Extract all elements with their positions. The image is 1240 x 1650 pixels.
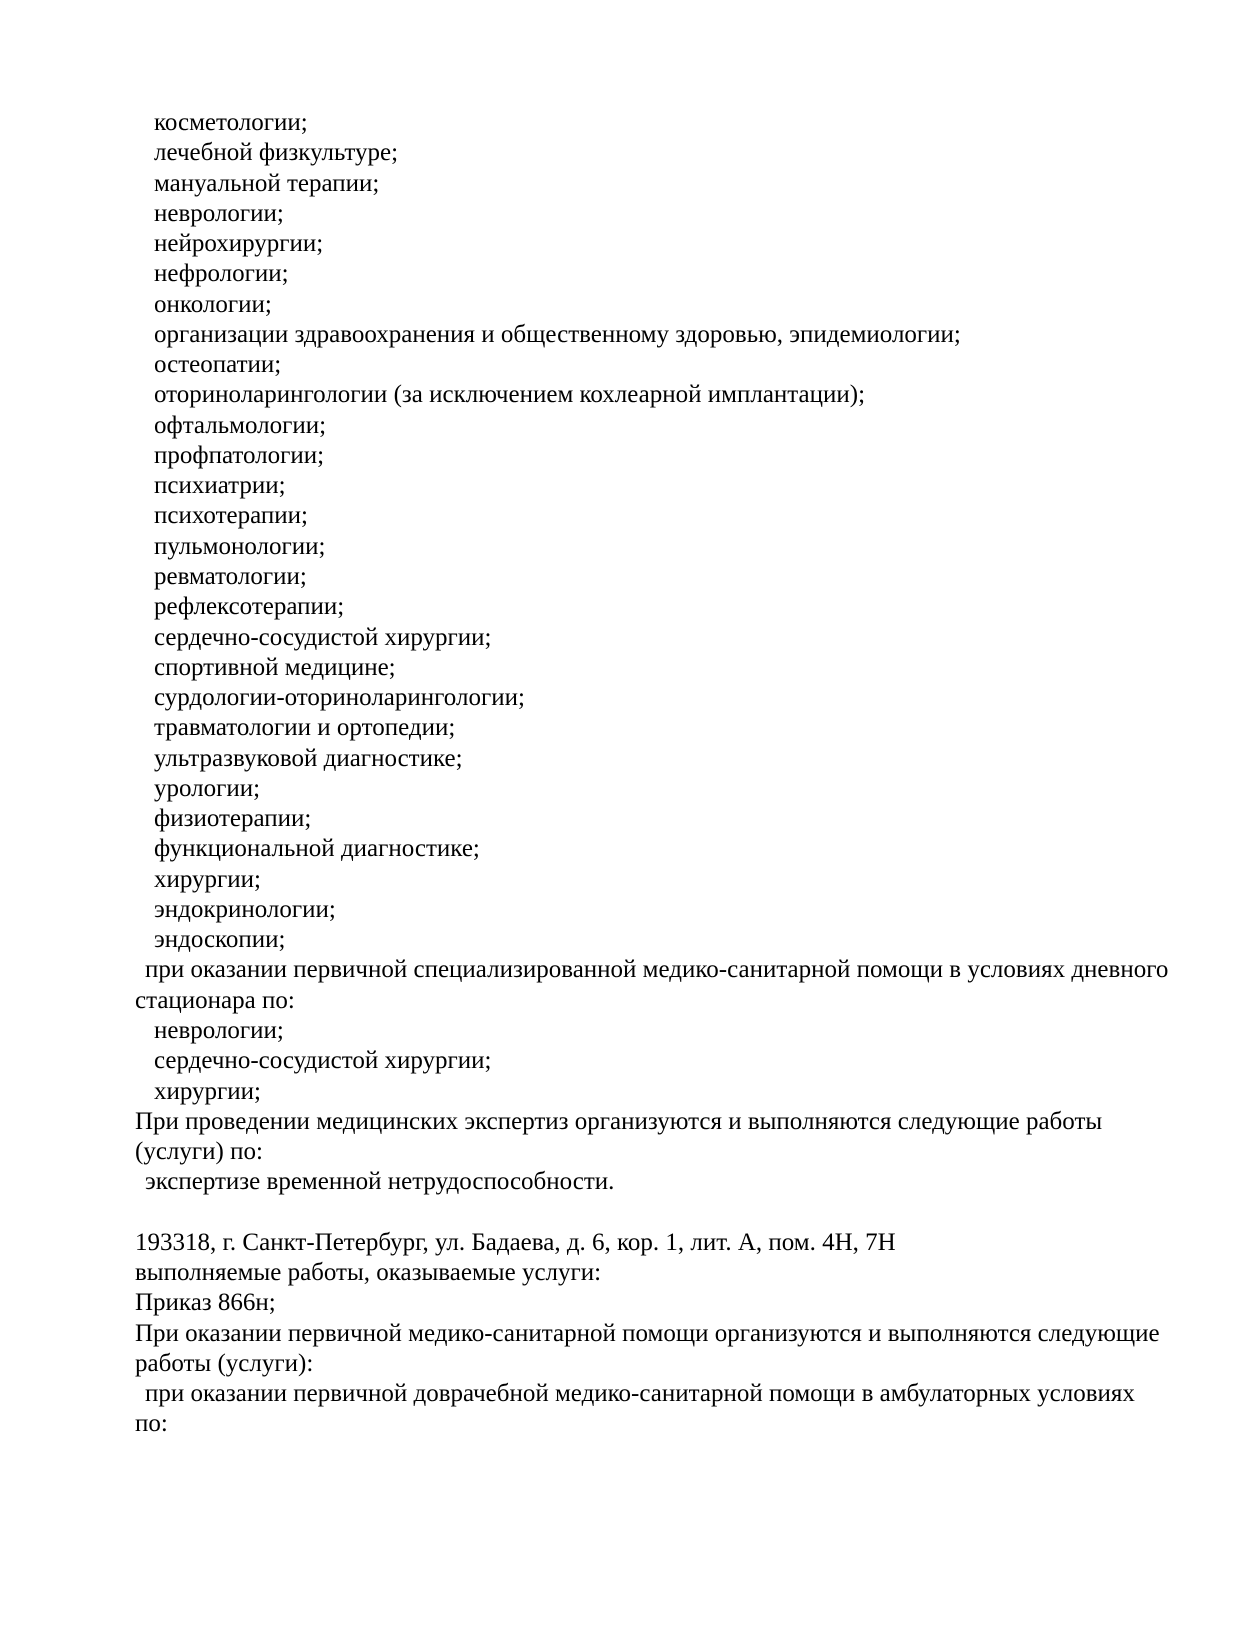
text-line: Приказ 866н; xyxy=(135,1289,276,1317)
text-line: при оказании первичной доврачебной медико-санитарной помощи в амбулаторных условиях xyxy=(145,1380,1135,1408)
text-line: организации здравоохранения и общественному здоровью, эпидемиологии; xyxy=(154,320,961,348)
document-body xyxy=(135,108,1180,1440)
text-line: физиотерапии; xyxy=(154,805,312,833)
text-line: При оказании первичной медико-санитарной помощи организуются и выполняются следующие xyxy=(135,1319,1160,1347)
text-line: (услуги) по: xyxy=(135,1138,263,1166)
text-line: при оказании первичной специализированной медико-санитарной помощи в условиях дневного xyxy=(145,956,1169,984)
text-line: работы (услуги): xyxy=(135,1349,314,1377)
text-line: по: xyxy=(135,1410,168,1438)
text-line: спортивной медицине; xyxy=(154,653,396,681)
text-line: сердечно-сосудистой хирургии; xyxy=(154,1047,492,1075)
text-line: нефрологии; xyxy=(154,260,289,288)
text-line: стационара по: xyxy=(135,986,295,1014)
text-line: сурдологии-оториноларингологии; xyxy=(154,684,525,712)
text-line: экспертизе временной нетрудоспособности. xyxy=(145,1168,615,1196)
text-line: профпатологии; xyxy=(154,441,325,469)
text-line: эндокринологии; xyxy=(154,895,336,923)
text-line: неврологии; xyxy=(154,1016,284,1044)
text-line: При проведении медицинских экспертиз организуются и выполняются следующие работы xyxy=(135,1107,1103,1135)
text-line: ультразвуковой диагностике; xyxy=(154,744,463,772)
blank-line xyxy=(135,1198,1180,1228)
text-line: урологии; xyxy=(154,774,261,802)
text-line: рефлексотерапии; xyxy=(154,593,345,621)
text-line: эндоскопии; xyxy=(154,926,286,954)
text-line: сердечно-сосудистой хирургии; xyxy=(154,623,492,651)
text-line: офтальмологии; xyxy=(154,411,327,439)
text-line: лечебной физкультуре; xyxy=(154,139,399,167)
text-line: ревматологии; xyxy=(154,562,307,590)
text-line: нейрохирургии; xyxy=(154,230,324,258)
text-line: пульмонологии; xyxy=(154,532,326,560)
text-line: косметологии; xyxy=(154,109,308,136)
text-line: функциональной диагностике; xyxy=(154,835,480,863)
text-line: хирургии; xyxy=(154,865,262,893)
text-line: травматологии и ортопедии; xyxy=(154,714,456,742)
text-line: оториноларингологии (за исключением кохлеарной имплантации); xyxy=(154,381,866,409)
text-line: выполняемые работы, оказываемые услуги: xyxy=(135,1259,602,1287)
text-line: неврологии; xyxy=(154,199,284,227)
text-line: психиатрии; xyxy=(154,472,286,500)
text-line: психотерапии; xyxy=(154,502,308,530)
text-line: 193318, г. Санкт-Петербург, ул. Бадаева, д. 6, кор. 1, лит. А, пом. 4Н, 7Н xyxy=(135,1228,896,1256)
text-line: остеопатии; xyxy=(154,351,282,379)
text-line: мануальной терапии; xyxy=(154,169,380,197)
text-line: хирургии; xyxy=(154,1077,262,1105)
text-line: онкологии; xyxy=(154,290,272,318)
